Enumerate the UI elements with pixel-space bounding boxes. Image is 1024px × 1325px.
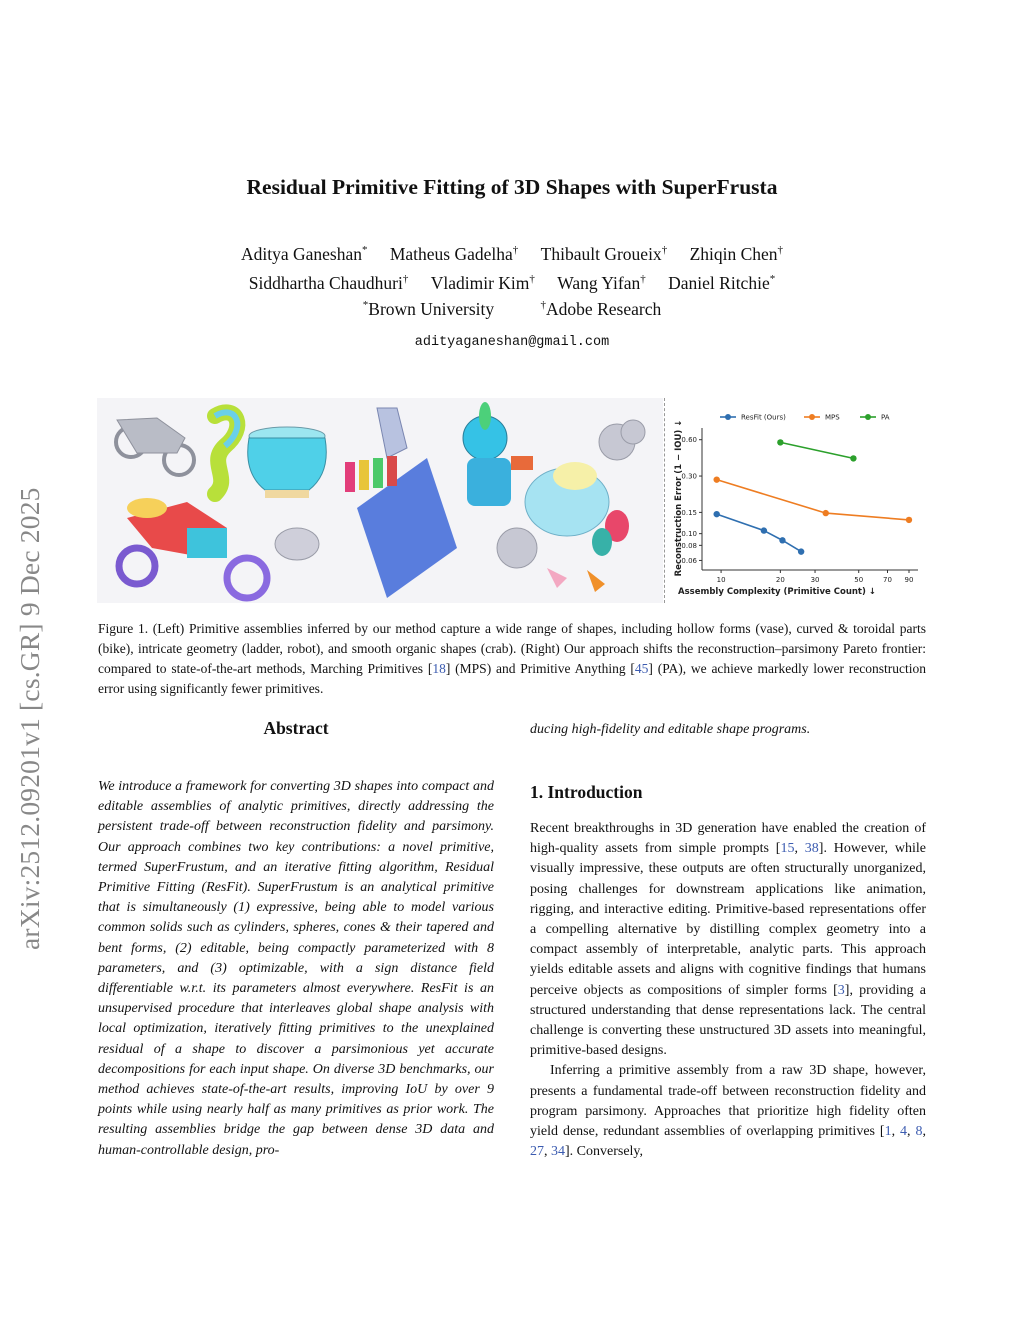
- pareto-chart: [668, 398, 926, 603]
- paper-title: Residual Primitive Fitting of 3D Shapes with SuperFrusta: [246, 175, 778, 199]
- figure-caption: Figure 1. (Left) Primitive assemblies inferred by our method capture a wide range of shapes, including hollow forms (vase), curved & toroidal parts (bike), intricate geometry (ladder, robot), and smooth organic shapes (crab). (Right) Our approach shifts the reconstruction–parsimony Pareto frontier: compared to state-of-the-art methods, Marching Primitives [18] (MPS) and Primitive Anything [45] (PA), we achieve markedly lower reconstruction error using significantly fewer primitives.: [98, 621, 927, 696]
- y-tick-label: 0.06: [681, 556, 697, 565]
- data-point: [850, 455, 856, 461]
- author: Zhiqin Chen†: [689, 243, 784, 264]
- chart-svg: [668, 398, 926, 603]
- ladder-assembly: [345, 408, 457, 598]
- colored-motorbike-assembly: [119, 498, 267, 598]
- chart-x-label: Assembly Complexity (Primitive Count) ↓: [678, 587, 876, 597]
- legend-swatch-marker: [809, 414, 815, 420]
- primitive-assemblies-illustration: [97, 398, 663, 603]
- crab-assembly: [525, 462, 629, 592]
- series-line: [717, 480, 909, 520]
- series-line: [717, 514, 801, 551]
- data-point: [798, 548, 804, 554]
- chart-series: [713, 439, 912, 555]
- teaser-image: [97, 398, 663, 603]
- data-point: [761, 527, 767, 533]
- arxiv-identifier: arXiv:2512.09201v1 [cs.GR] 9 Dec 2025: [14, 487, 45, 950]
- legend-swatch-marker: [725, 414, 731, 420]
- citation-link[interactable]: 4: [900, 1124, 908, 1140]
- author: Siddhartha Chaudhuri†: [248, 272, 409, 293]
- data-point: [906, 517, 912, 523]
- author: Daniel Ritchie*: [668, 272, 776, 293]
- x-tick-label: 10: [716, 576, 726, 584]
- x-tick-label: 70: [883, 576, 892, 584]
- contact-email: adityaganeshan@gmail.com: [414, 335, 610, 350]
- affiliation: †Adobe Research: [540, 299, 662, 319]
- x-tick-label: 90: [904, 576, 914, 584]
- legend-label: PA: [881, 413, 890, 422]
- x-tick-label: 30: [810, 576, 820, 584]
- citation-link[interactable]: 27: [530, 1144, 544, 1160]
- right-column: [530, 713, 926, 1162]
- chart-axes: [681, 428, 918, 584]
- author: Wang Yifan†: [557, 272, 646, 293]
- data-point: [779, 537, 785, 543]
- abstract-heading: Abstract: [263, 718, 329, 738]
- intro-paragraph-2: Inferring a primitive assembly from a raw 3D shape, however, presents a fundamental trade-off between reconstruction fidelity and program parsimony. Approaches that prioritize high fidelity often yield dense, redundant assemblies of overlapping primitives [1, 4, 8, 27, 34]. Conversely,: [530, 1063, 926, 1160]
- y-tick-label: 0.15: [681, 508, 697, 517]
- x-tick-label: 50: [854, 576, 864, 584]
- affiliations: [0, 299, 1024, 320]
- citation-link[interactable]: 45: [634, 661, 649, 676]
- citation-link[interactable]: 34: [551, 1144, 565, 1160]
- x-tick-label: 20: [775, 576, 785, 584]
- series-line: [780, 442, 853, 458]
- citation-link[interactable]: 3: [837, 982, 845, 998]
- author: Thibault Groueix†: [540, 243, 668, 264]
- abstract-body: We introduce a framework for converting 3D shapes into compact and editable assemblies of analytic primitives, directly addressing the persistent trade-off between reconstruction fidelity and parsimony. Our approach combines two key contributions: a novel primitive, termed SuperFrustum, and an iterative fitting algorithm, Residual Primitive Fitting (ResFit). SuperFrustum is an analytical primitive that is simultaneously (1) expressive, being able to model various common solids such as cylinders, spheres, cones & their tapered and bent forms, (2) editable, being compactly parameterized with 8 parameters, and (3) optimizable, with a sign distance field differentiable w.r.t. its parameters almost everywhere. ResFit is an unsupervised procedure that interleaves global shape analysis with local optimization, iteratively fitting primitives to the unexplained residual of a shape to discover a parsimonious yet accurate decompositions for each input shape. On diverse 3D benchmarks, our method achieves state-of-the-art results, improving IoU by over 9 points while using nearly half as many primitives as prior work. The resulting assemblies bridge the gap between dense 3D data and human-controllable design, pro-: [98, 779, 494, 1158]
- vase-assembly: [248, 427, 327, 498]
- figure-divider: [664, 398, 665, 603]
- y-tick-label: 0.60: [681, 436, 697, 445]
- intro-paragraph-1: Recent breakthroughs in 3D generation have enabled the creation of high-quality assets from simple prompts [15, 38]. However, while visually impressive, these outputs are often structurally unorganized, posing challenges for downstream applications like animation, rigging, and interactive editing. Primitive-based representations offer a compelling alternative by distilling complex geometry into a compact assembly of interpretable, analytic parts. This approach yields editable assets and aligns with cognitive findings that humans perceive objects as compositions of simpler forms [3], providing a structured understanding that dense representations lack. The central challenge is converting these unstructured 3D assets into meaningful, primitive-based designs.: [530, 821, 927, 1059]
- legend-swatch-marker: [865, 414, 871, 420]
- data-point: [777, 439, 783, 445]
- chart-y-label: Reconstruction Error (1 − IOU) ↓: [674, 419, 684, 577]
- author-row-2: [0, 267, 1024, 296]
- motorbike-mesh: [116, 418, 194, 475]
- legend-label: ResFit (Ours): [741, 413, 786, 422]
- chart-legend: [720, 414, 890, 422]
- data-point: [823, 510, 829, 516]
- y-tick-label: 0.10: [681, 530, 697, 539]
- citation-link[interactable]: 15: [780, 841, 795, 857]
- author: Vladimir Kim†: [430, 272, 535, 293]
- legend-label: MPS: [825, 413, 840, 422]
- author-list: [0, 238, 1024, 296]
- citation-link[interactable]: 1: [884, 1124, 892, 1140]
- y-tick-label: 0.30: [681, 472, 697, 481]
- y-tick-label: 0.08: [681, 541, 697, 550]
- citation-link[interactable]: 18: [432, 661, 446, 676]
- left-column: [98, 713, 494, 1161]
- author-row-1: [0, 238, 1024, 267]
- author: Matheus Gadelha†: [389, 243, 519, 264]
- bent-tube-assembly: [215, 412, 237, 494]
- section-heading: 1. Introduction: [530, 782, 643, 802]
- author: Aditya Ganeshan*: [240, 243, 368, 264]
- abstract-continuation: ducing high-fidelity and editable shape programs.: [530, 722, 811, 737]
- affiliation: *Brown University: [362, 299, 495, 319]
- data-point: [713, 476, 719, 482]
- citation-link[interactable]: 38: [804, 841, 819, 857]
- data-point: [713, 511, 719, 517]
- robot-assembly: [463, 402, 533, 506]
- citation-link[interactable]: 8: [915, 1124, 923, 1140]
